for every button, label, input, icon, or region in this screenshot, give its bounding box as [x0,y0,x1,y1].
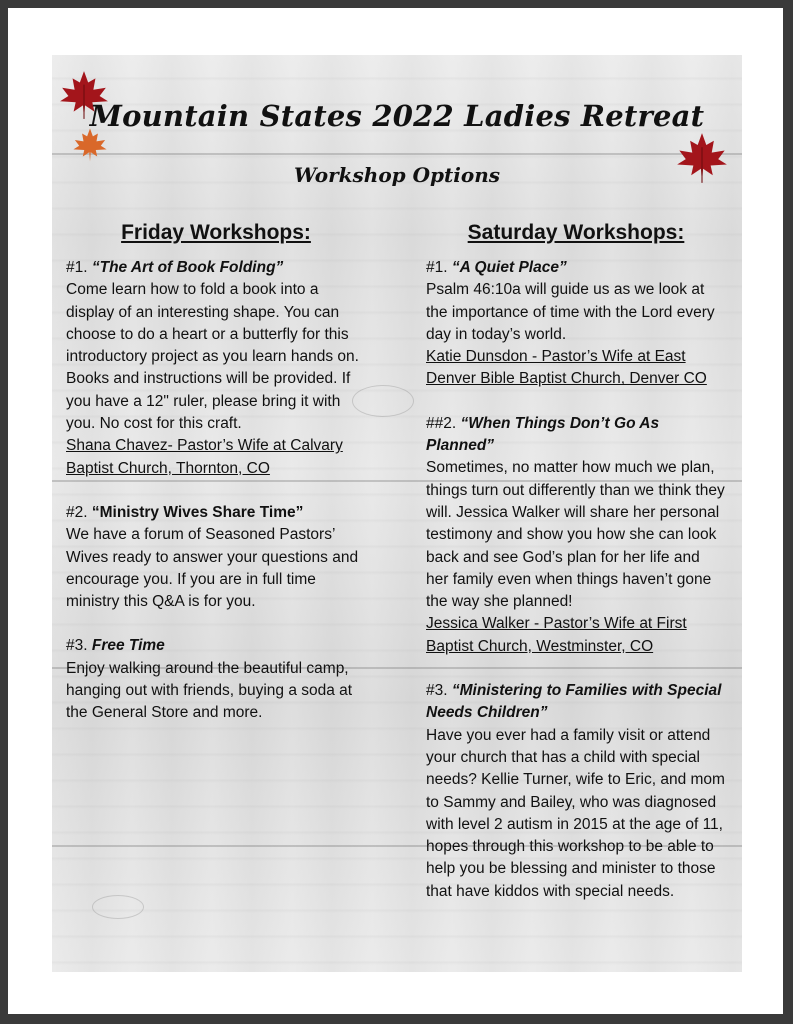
workshop-number: #2. [66,503,92,521]
workshop-item [66,502,366,613]
workshop-title-line [66,257,366,279]
workshop-title-line [426,680,726,725]
friday-column [66,219,366,747]
workshop-number: ##2. [426,414,461,432]
workshop-item [426,413,726,658]
workshop-item [66,635,366,724]
workshop-presenter: Shana Chavez- Pastor’s Wife at Calvary Baptist Church, Thornton, CO [66,437,343,477]
workshop-description: Enjoy walking around the beautiful camp, hanging out with friends, buying a soda at the General Store and more. [66,659,353,722]
workshop-title-line [426,413,726,458]
workshop-description: Come learn how to fold a book into a display of an interesting shape. You can choose to do a heart or a butterfly for this introductory project as you learn hands on. Books and instructions will be provided. If you have a 12" ruler, please bring it with you. No cost for this craft. [66,281,359,433]
workshop-title: “The Art of Book Folding” [91,259,284,276]
workshop-title-line [426,257,726,279]
workshop-number: #3. [66,637,92,655]
workshop-item [66,257,366,480]
workshop-item [426,257,726,391]
workshop-title: “Ministry Wives Share Time” [91,503,304,521]
workshop-title: Free Time [91,637,165,655]
document-page [8,8,783,1014]
workshop-description: We have a forum of Seasoned Pastors’ Wives ready to answer your questions and encourage you. If you are in full time ministry this Q&A is for you. [66,526,359,611]
saturday-heading: Saturday Workshops: [467,221,685,244]
workshop-number: #1. [426,259,452,276]
workshop-number: #1. [66,259,92,276]
workshop-title-line [66,502,366,524]
plank-divider [52,153,742,155]
page-subtitle: Workshop Options [293,163,501,187]
wood-background [52,55,742,972]
page-title: Mountain States 2022 Ladies Retreat [89,99,705,133]
workshop-title: “A Quiet Place” [451,259,567,276]
workshop-number: #3. [426,682,452,700]
saturday-column [426,219,726,925]
workshop-title: “Ministering to Families with Special Needs Children” [426,682,722,722]
workshop-title: “When Things Don’t Go As Planned” [426,414,660,455]
workshop-description: Psalm 46:10a will guide us as we look at the importance of time with the Lord every day in today’s world. [426,281,715,343]
workshop-presenter: Katie Dunsdon - Pastor’s Wife at East Denver Bible Baptist Church, Denver CO [426,348,707,388]
workshop-description: Have you ever had a family visit or attend your church that has a child with special needs? Kellie Turner, wife to Eric, and mom to Sammy and Bailey, who was diagnosed with level 2 autism in 2015 at the age of 11, hopes through this workshop to be able to help you be blessing and minister to those that have kiddos with special needs. [426,726,725,900]
workshop-presenter: Jessica Walker - Pastor’s Wife at First Baptist Church, Westminster, CO [426,615,687,655]
friday-heading: Friday Workshops: [121,221,311,244]
workshop-title-line [66,635,366,657]
wood-knot [92,895,144,919]
workshop-item [426,680,726,903]
workshop-description: Sometimes, no matter how much we plan, things turn out differently than we think they will. Jessica Walker will share her personal testimony and show you how she can look back and see God’s plan for her life and her family even when things haven’t gone the way she planned! [426,459,725,611]
